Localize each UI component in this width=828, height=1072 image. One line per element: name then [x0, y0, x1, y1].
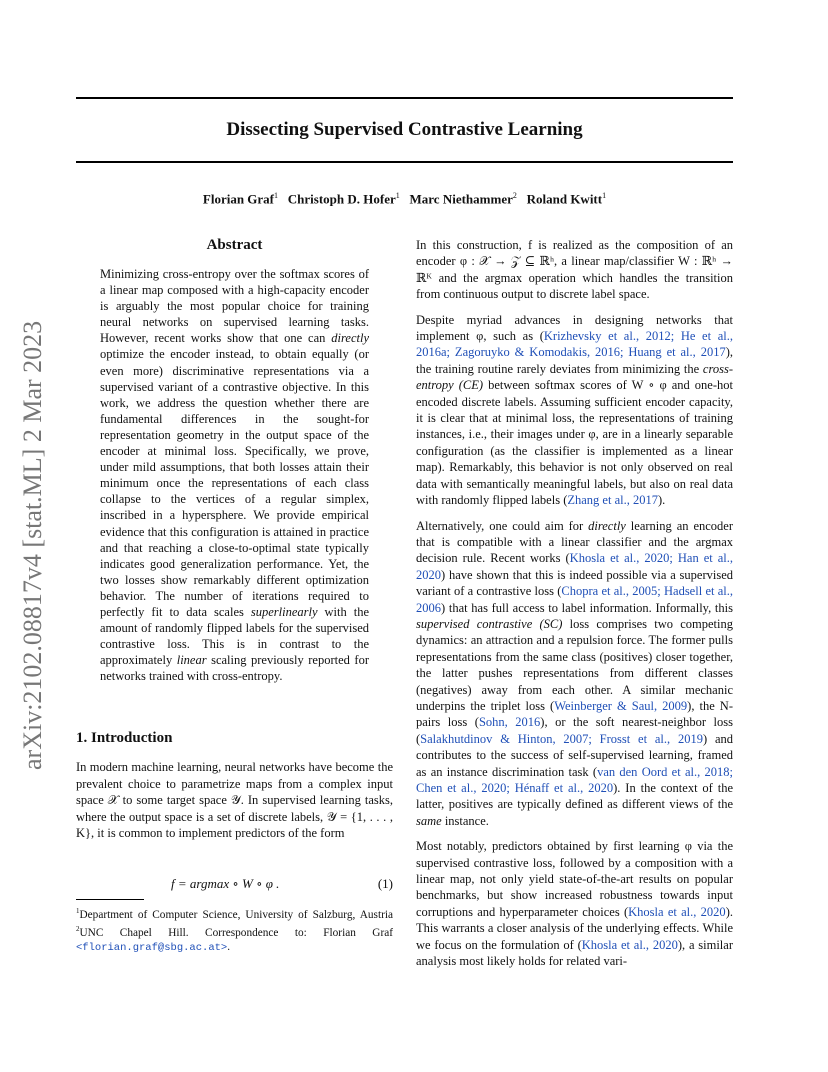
author-name: Marc Niethammer [409, 191, 513, 207]
citation-link[interactable]: Khosla et al., 2020; Han et al., 2020 [416, 551, 734, 582]
affiliation-mark: 1 [274, 191, 279, 200]
citation-link[interactable]: Khosla et al., 2020 [581, 937, 678, 952]
right-column [416, 237, 733, 978]
footnote-rule [76, 899, 144, 900]
author-list [76, 191, 733, 207]
citation-link[interactable]: Sohn, 2016 [478, 715, 541, 730]
equation-number: (1) [377, 876, 393, 891]
footnote: $^1$Department of Computer Science, University of Salzburg, Austria $^2$UNC Chapel Hill. Correspondence to: Florian Graf <florian.graf@sbg.ac.at>. [76, 907, 393, 954]
citation-link[interactable]: Salakhutdinov & Hinton, 2007; Frosst et al., 2019 [420, 731, 703, 746]
affiliation-mark: 2 [512, 191, 517, 200]
citation-link[interactable]: Krizhevsky et al., 2012; He et al., 2016a; Zagoruyko & Komodakis, 2016; Huang et al., 2017 [416, 329, 733, 360]
arxiv-sidebar: arXiv:2102.08817v4 [stat.ML] 2 Mar 2023 [18, 320, 47, 770]
body-paragraph: Most notably, predictors obtained by first learning φ via the supervised contrastive loss, followed by a composition with a linear map, not only yield state-of-the-art results on popular benchmarks, but show increased robustness towards input corruptions and hyperparameter choices (Khosla et al., 2020). This warrants a closer analysis of the underlying effects. While we focus on the formulation of (Khosla et al., 2020), a similar analysis most likely holds for related vari- [416, 839, 733, 969]
equation-body: f = argmax ∘ W ∘ φ . [171, 876, 280, 891]
affiliation-mark: 1 [602, 191, 607, 200]
affiliation-mark: 1 [395, 191, 400, 200]
title-rule [76, 161, 733, 163]
body-paragraph: In this construction, f is realized as the composition of an encoder φ : 𝒳 → 𝒵 ⊆ ℝʰ, a linear map/classifier W : ℝʰ → ℝᴷ and the argmax operation which handles the transition from continuous output to discrete label space. [416, 238, 733, 302]
author-name: Christoph D. Hofer [287, 191, 396, 207]
email-link[interactable]: <florian.graf@sbg.ac.at> [76, 941, 228, 954]
citation-link[interactable]: van den Oord et al., 2018; Chen et al., 2020; Hénaff et al., 2020 [416, 764, 733, 795]
section-heading: 1. Introduction [76, 730, 173, 747]
citation-link[interactable]: Khosla et al., 2020 [628, 904, 726, 919]
abstract-heading: Abstract [206, 237, 263, 253]
citation-link[interactable]: Weinberger & Saul, 2009 [554, 698, 688, 713]
body-paragraph: Alternatively, one could aim for directly learning an encoder that is compatible with a linear classifier and the argmax decision rule. Recent works (Khosla et al., 2020; Han et al., 2020) have shown that this is indeed possible via a supervised variant of a contrastive loss (Chopra et al., 2005; Hadsell et al., 2006) that has full access to label information. Informally, this supervised contrastive (SC) loss comprises two competing dynamics: an attraction and a repulsion force. The former pulls representations from the same class (positives) closer together, the latter pushes representations from different classes (negatives) away from each other. A similar mechanic underpins the triplet loss (Weinberger & Saul, 2009), the N-pairs loss (Sohn, 2016), or the soft nearest-neighbor loss (Salakhutdinov & Hinton, 2007; Frosst et al., 2019) and contributes to the success of self-supervised learning, framed as an instance discrimination task (van den Oord et al., 2018; Chen et al., 2020; Hénaff et al., 2020). In the context of the latter, positives are typically defined as different views of the same instance. [416, 518, 734, 828]
citation-link[interactable]: Chopra et al., 2005; Hadsell et al., 2006 [416, 584, 733, 615]
paper-title: Dissecting Supervised Contrastive Learning [226, 119, 583, 140]
left-column [76, 237, 393, 841]
author-name: Florian Graf [202, 191, 275, 207]
intro-paragraph: In modern machine learning, neural networks have become the prevalent choice to parametrize maps from a complex input space 𝒳 to some target space 𝒴. In supervised learning tasks, where the output space is a set of discrete labels, 𝒴 = {1, . . . , K}, it is common to implement predictors of the form [76, 760, 393, 841]
top-rule [76, 97, 733, 99]
abstract-text: Minimizing cross-entropy over the softmax scores of a linear map composed with a high-capacity encoder is arguably the most popular choice for training neural networks on supervised learning tasks. However, recent works show that one can directly optimize the encoder instead, to obtain equally (or even more) discriminative representations via a supervised variant of a contrastive objective. In this work, we address the question whether there are fundamental differences in the sought-for representation geometry in the output space of the encoder at minimal loss. Specifically, we prove, under mild assumptions, that both losses attain their minimum once the representations of each class collapse to the vertices of a regular simplex, inscribed in a hypersphere. We provide empirical evidence that this configuration is attained in practice and that reaching a close-to-optimal state typically indicates good generalization performance. Yet, the two losses show remarkably different optimization behavior. The number of iterations required to perfectly fit to data scales superlinearly with the amount of randomly flipped labels for the supervised contrastive loss. This is in contrast to the approximately linear scaling previously reported for networks trained with cross-entropy. [100, 267, 370, 684]
body-paragraph: Despite myriad advances in designing networks that implement φ, such as (Krizhevsky et al., 2012; He et al., 2016a; Zagoruyko & Komodakis, 2016; Huang et al., 2017), the training routine rarely deviates from minimizing the cross-entropy (CE) between softmax scores of W ∘ φ and one-hot encoded discrete labels. Assuming sufficient encoder capacity, it is clear that at minimal loss, the representations of training instances, i.e., their images under φ, are in a linearly separable configuration (as the classifier is implemented as a linear map). Remarkably, this behavior is not only observed on real data with semantically meaningful labels, but also on real data with randomly flipped labels (Zhang et al., 2017). [416, 312, 733, 508]
author-name: Roland Kwitt [526, 191, 603, 207]
citation-link[interactable]: Zhang et al., 2017 [567, 493, 658, 508]
